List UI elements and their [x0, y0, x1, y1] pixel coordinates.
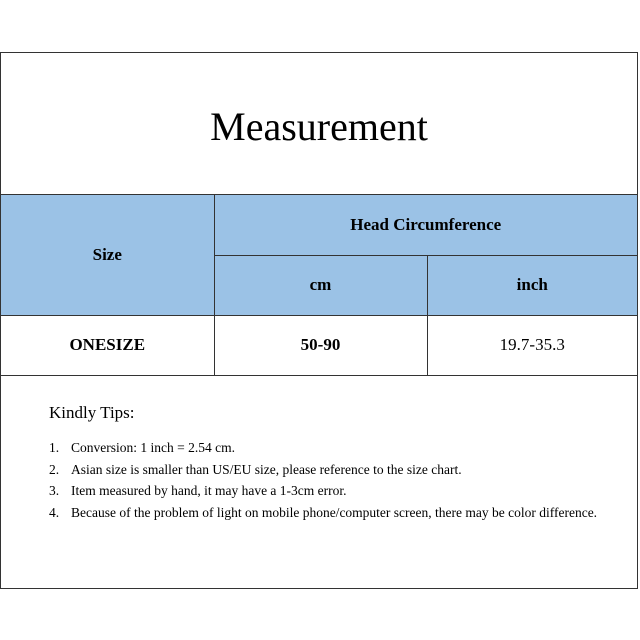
- tips-list: [49, 437, 609, 523]
- cm-header: cm: [214, 255, 427, 315]
- inch-header: inch: [427, 255, 637, 315]
- list-item-number: 3.: [49, 483, 60, 498]
- table-row: [1, 315, 637, 375]
- list-item-text: Conversion: 1 inch = 2.54 cm.: [71, 440, 235, 455]
- size-header: Size: [1, 195, 214, 315]
- list-item: [49, 459, 609, 481]
- list-item-text: Item measured by hand, it may have a 1-3cm error.: [71, 483, 347, 498]
- list-item-number: 2.: [49, 461, 60, 477]
- measurement-sheet: [0, 52, 638, 589]
- kindly-tips: [49, 403, 609, 523]
- page-title: Measurement: [210, 104, 428, 149]
- list-item-text: Because of the problem of light on mobile phone/computer screen, there may be color difference.: [71, 504, 598, 520]
- inch-cell: 19.7-35.3: [427, 315, 637, 375]
- title-row: [1, 53, 637, 195]
- list-item: [49, 502, 609, 524]
- size-table: [1, 195, 637, 376]
- tips-title: Kindly Tips:: [49, 403, 135, 422]
- header-row-1: [1, 195, 637, 255]
- cm-cell: 50-90: [214, 315, 427, 375]
- list-item: [49, 480, 609, 502]
- head-circumference-header: Head Circumference: [214, 195, 637, 255]
- list-item: [49, 437, 609, 459]
- list-item-number: 4.: [49, 504, 60, 520]
- size-cell: ONESIZE: [1, 315, 214, 375]
- list-item-text: Asian size is smaller than US/EU size, please reference to the size chart.: [71, 461, 462, 477]
- list-item-number: 1.: [49, 440, 60, 455]
